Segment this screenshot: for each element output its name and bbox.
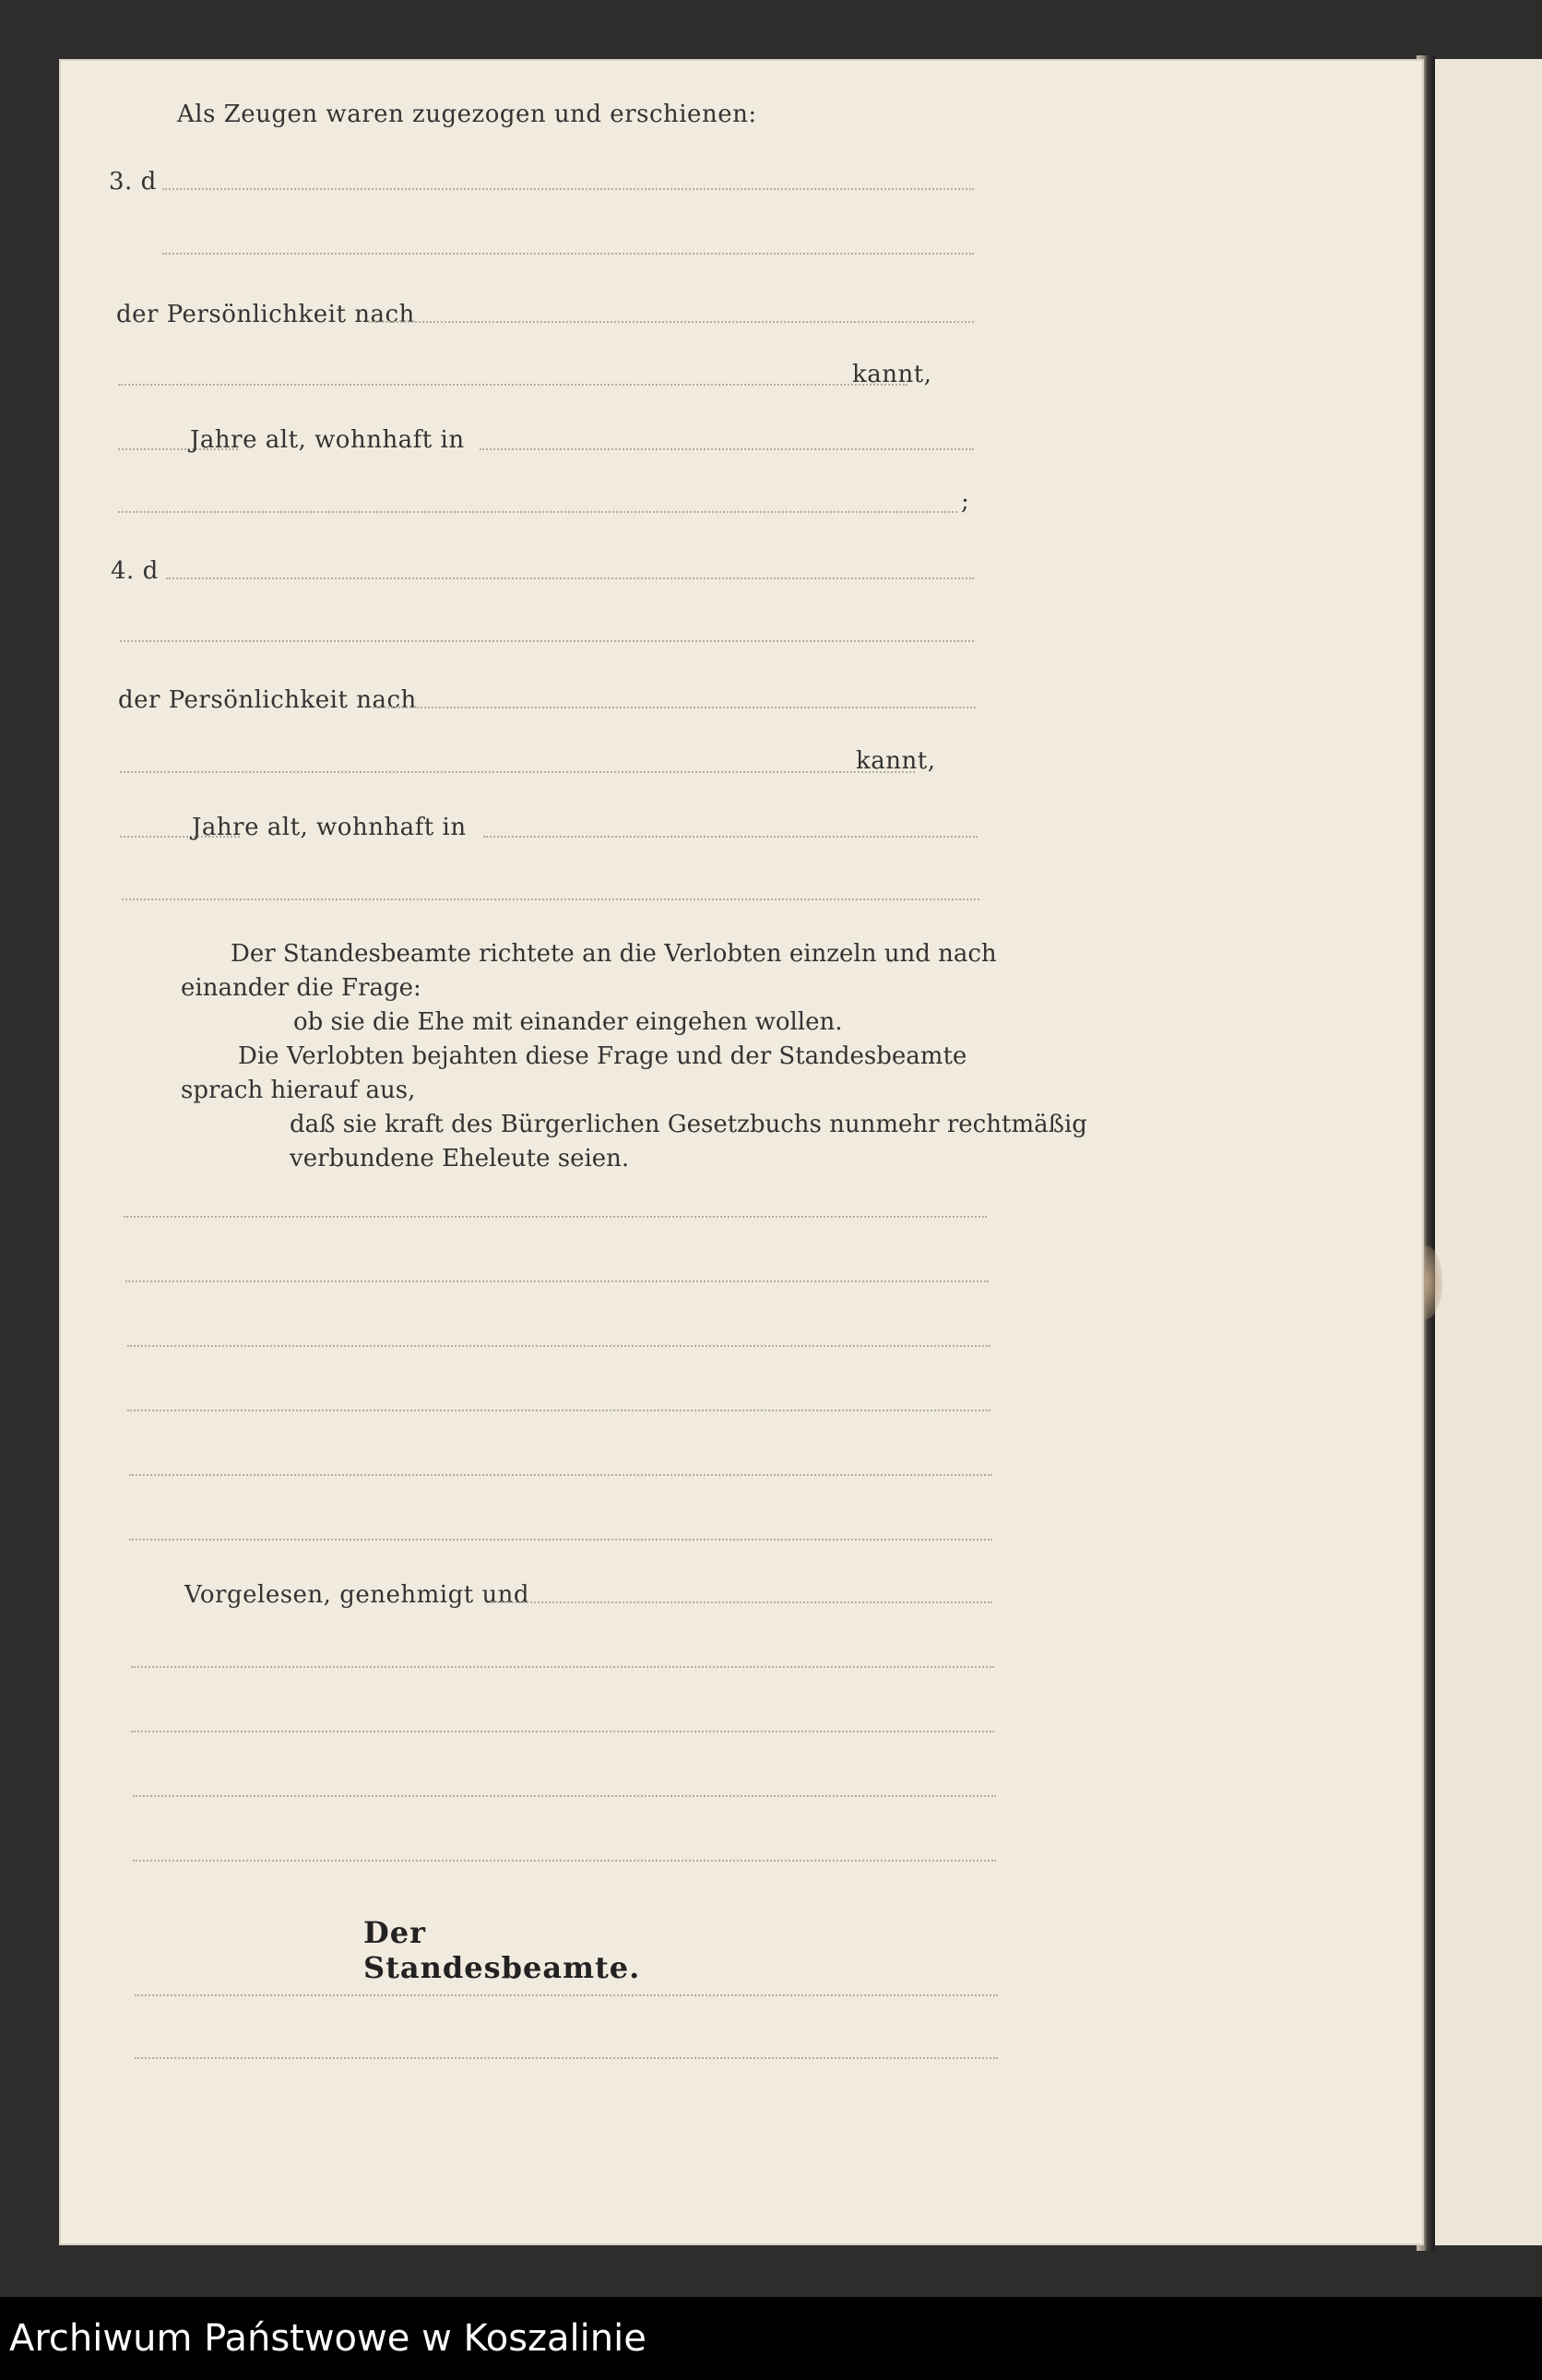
witness-3-identity-line: [368, 321, 974, 323]
witness-4-name-line-2: [120, 640, 974, 642]
question-line-3: ob sie die Ehe mit einander eingehen wollen.: [293, 1008, 843, 1036]
notes-line-1: [124, 1216, 987, 1218]
witness-4-age-label: Jahre alt, wohnhaft in: [192, 814, 467, 841]
signature-line-3: [131, 1731, 994, 1732]
signature-line-5: [133, 1860, 996, 1862]
signature-line-2: [131, 1666, 994, 1668]
document-page: [59, 59, 1424, 2245]
answer-line-1: Die Verlobten bejahten diese Frage und der Standesbeamte: [238, 1042, 967, 1070]
notes-line-4: [127, 1410, 990, 1411]
witness-3-name-line: [162, 188, 974, 190]
witness-3-residence-line: [480, 448, 974, 450]
facing-page: [1435, 59, 1542, 2245]
notes-line-5: [129, 1474, 992, 1476]
official-signature-line-2: [135, 2057, 998, 2059]
witness-3-age-label: Jahre alt, wohnhaft in: [190, 426, 465, 454]
signature-line-4: [133, 1795, 996, 1797]
witness-heading: Als Zeugen waren zugezogen und erschienen:: [177, 101, 757, 128]
witness-4-identity-label: der Persönlichkeit nach: [118, 686, 417, 714]
notes-line-3: [127, 1345, 990, 1347]
witness-3-prefix: 3. d: [109, 168, 157, 196]
witness-4-identity-line: [373, 707, 976, 708]
witness-3-semicolon: ;: [961, 488, 970, 516]
witness-3-identity-label: der Persönlichkeit nach: [116, 301, 415, 328]
question-line-2: einander die Frage:: [181, 974, 421, 1002]
answer-line-4: verbundene Eheleute seien.: [290, 1145, 630, 1172]
witness-4-kannt: kannt,: [856, 747, 936, 775]
witness-3-residence-line-2: [118, 511, 957, 513]
official-title: Der Standesbeamte.: [363, 1915, 641, 1985]
signature-line-1: [491, 1601, 992, 1603]
witness-4-name-line: [166, 577, 974, 579]
witness-4-residence-line: [483, 836, 978, 838]
official-signature-line-1: [135, 1994, 998, 1996]
witness-4-prefix: 4. d: [111, 557, 159, 585]
answer-line-3: daß sie kraft des Bürgerlichen Gesetzbuchs nunmehr rechtmäßig: [290, 1111, 1087, 1138]
witness-3-kannt: kannt,: [852, 361, 932, 388]
question-line-1: Der Standesbeamte richtete an die Verlobten einzeln und nach: [231, 940, 997, 968]
witness-3-name-line-2: [162, 253, 974, 255]
archive-name: Archiwum Państwowe w Koszalinie: [9, 2317, 646, 2360]
notes-line-2: [125, 1280, 989, 1282]
notes-line-6: [129, 1539, 992, 1541]
read-approved-label: Vorgelesen, genehmigt und: [184, 1581, 530, 1609]
witness-4-known-line: [120, 771, 915, 773]
answer-line-2: sprach hierauf aus,: [181, 1077, 416, 1104]
witness-3-known-line: [118, 384, 907, 386]
witness-4-residence-line-2: [122, 898, 979, 900]
